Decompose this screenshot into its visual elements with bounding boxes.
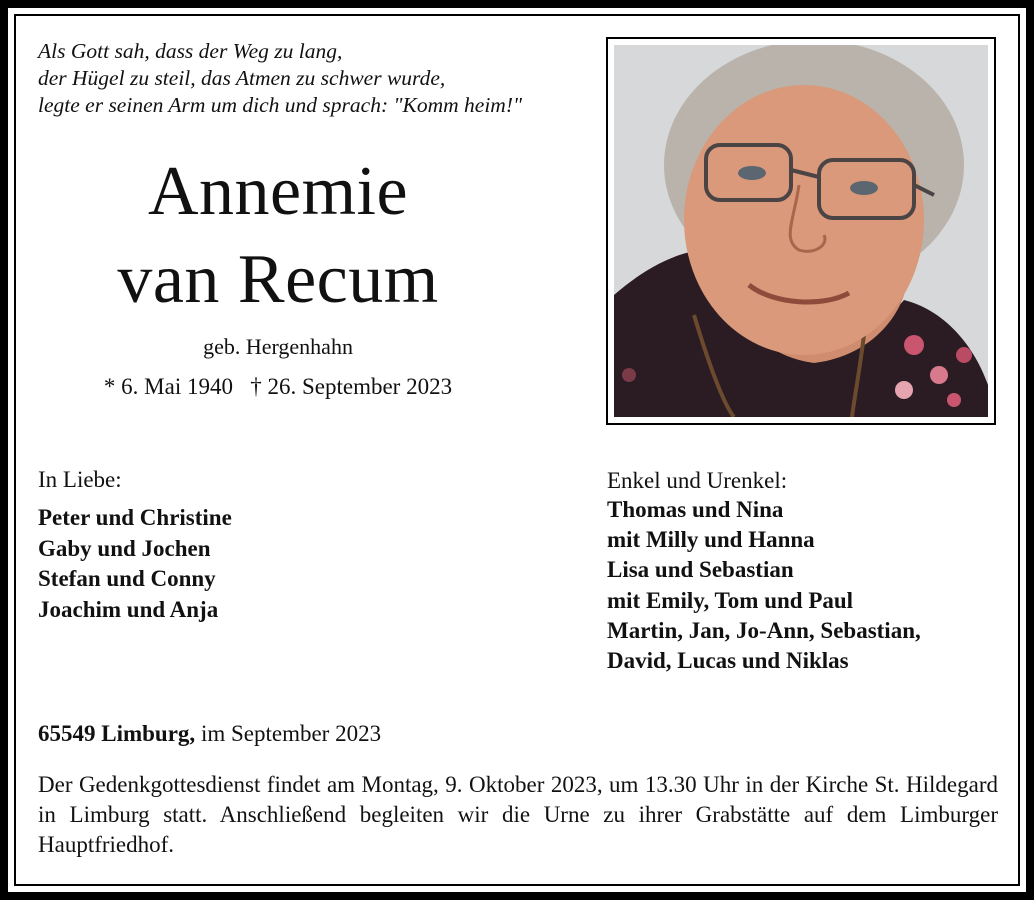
family-left-heading: In Liebe: (38, 467, 122, 492)
family-right-names (607, 495, 1007, 676)
mourner-name: Martin, Jan, Jo-Ann, Sebastian, (607, 617, 921, 643)
place: 65549 Limburg, (38, 721, 196, 746)
first-name: Annemie (147, 153, 409, 230)
last-name: van Recum (117, 241, 439, 318)
memorial-poem (38, 38, 598, 119)
mourner-name: Thomas und Nina (607, 497, 784, 522)
family-left-names (38, 503, 558, 625)
mourner-name: mit Milly und Hanna (607, 527, 815, 553)
mourner-name: Gaby und Jochen (38, 535, 211, 561)
portrait-photo-icon (614, 45, 988, 417)
poem-line: der Hügel zu steil, das Atmen zu schwer wurde, (38, 66, 446, 90)
family-right-heading: Enkel und Urenkel: (607, 468, 788, 493)
life-dates: * 6. Mai 1940 † 26. September 2023 (103, 374, 453, 399)
family-left-section (38, 467, 558, 625)
portrait-photo-frame (606, 37, 996, 425)
deceased-name (40, 148, 516, 324)
place-and-date (38, 721, 381, 747)
maiden-name: geb. Hergenhahn (203, 334, 353, 359)
poem-line: Als Gott sah, dass der Weg zu lang, (38, 39, 343, 63)
mourner-name: David, Lucas und Niklas (607, 648, 849, 674)
mourner-name: Peter und Christine (38, 505, 232, 530)
mourner-name: Joachim und Anja (38, 596, 219, 622)
poem-line: legte er seinen Arm um dich und sprach: "Komm heim!" (38, 93, 523, 117)
mourner-name: Lisa und Sebastian (607, 557, 794, 583)
family-right-section (607, 467, 1007, 676)
mourner-name: mit Emily, Tom und Paul (607, 587, 854, 613)
mourner-name: Stefan und Conny (38, 566, 216, 591)
date: im September 2023 (195, 721, 382, 746)
service-notice: Der Gedenkgottesdienst findet am Montag, 9. Oktober 2023, um 13.30 Uhr in der Kirche St. Hildegard in Limburg statt. Anschließend begleiten wir die Urne zu ihrer Grabstätte auf dem Limburger Hauptfriedhof. (38, 772, 998, 857)
